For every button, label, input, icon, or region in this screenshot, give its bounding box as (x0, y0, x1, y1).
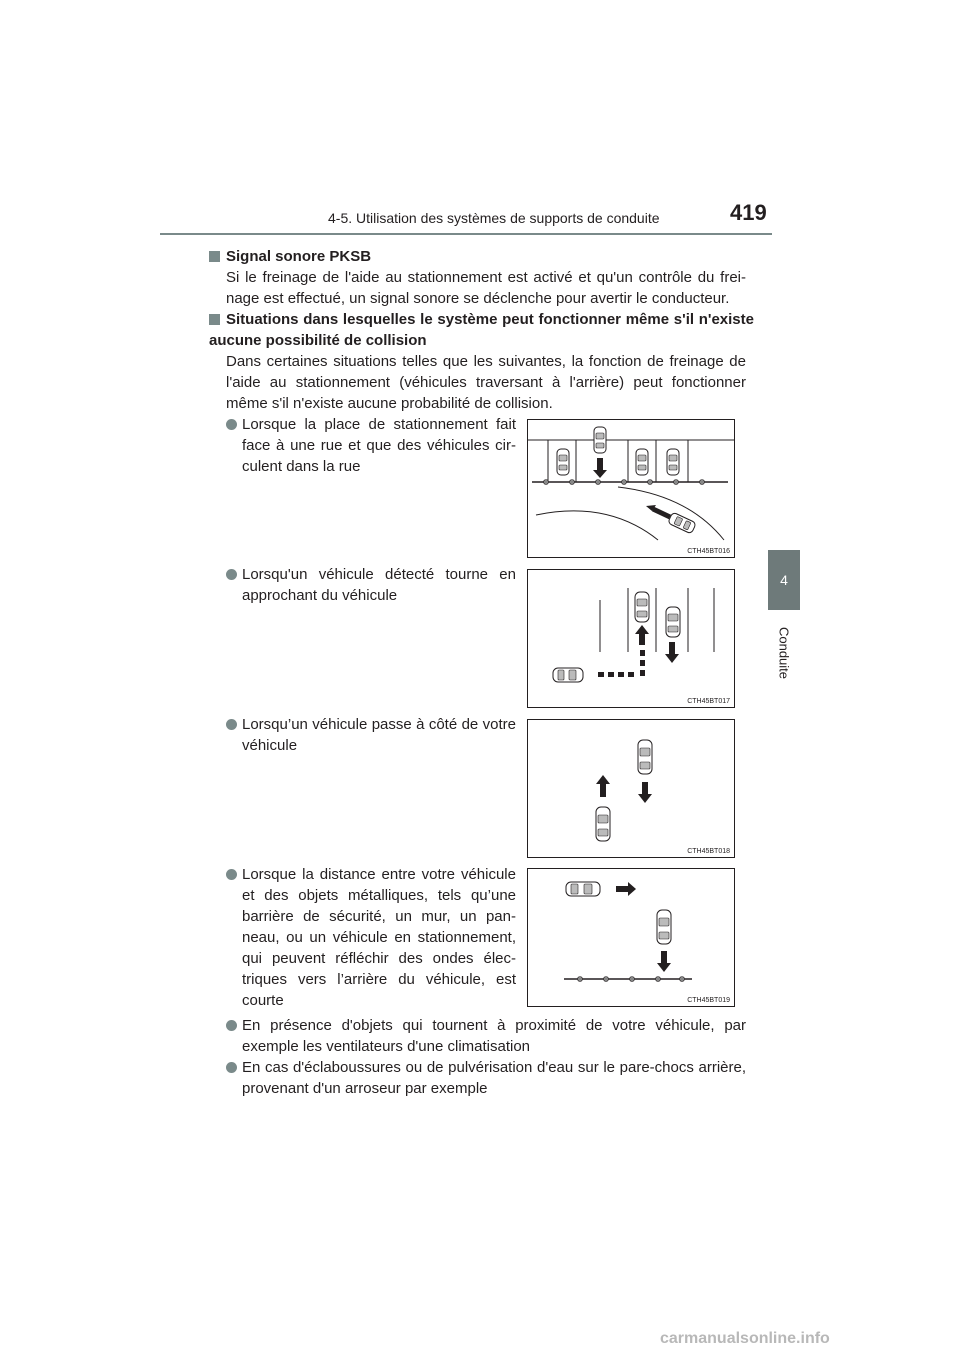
watermark: carmanualsonline.info (660, 1330, 830, 1347)
figure-code: CTH45BT017 (687, 698, 730, 705)
chapter-label (769, 618, 799, 688)
bullet-item (226, 1015, 746, 1057)
circle-bullet-icon (226, 719, 237, 730)
circle-bullet-icon (226, 1020, 237, 1031)
bullet-item (226, 564, 516, 606)
figure-code: CTH45BT018 (687, 848, 730, 855)
page-number: 419 (730, 200, 767, 225)
figure-code: CTH45BT016 (687, 548, 730, 555)
bullet-text: Lorsqu’un véhicule passe à côté de votre véhicule (242, 716, 516, 754)
bullet-item (226, 864, 516, 1011)
bullet-text: Lorsqu'un véhicule détecté tourne en approchant du véhicule (242, 566, 516, 604)
bullet-text: En cas d'éclaboussures ou de pulvérisation d'eau sur le pare-chocs arrière, provenant d'un arroseur par exemple (242, 1059, 746, 1097)
turning-vehicle-illustration (528, 570, 734, 707)
figure-turning-vehicle (527, 569, 735, 708)
section-heading-signal (209, 246, 754, 267)
figure-code: CTH45BT019 (687, 997, 730, 1004)
circle-bullet-icon (226, 1062, 237, 1073)
bullet-text: En présence d'objets qui tournent à proximité de votre véhicule, par exemple les ventilateurs d'une climatisation (242, 1017, 746, 1055)
circle-bullet-icon (226, 419, 237, 430)
chapter-label-text: Conduite (776, 626, 792, 680)
figure-parking-facing-street (527, 419, 735, 558)
figure-passing-vehicle (527, 719, 735, 858)
section-title: 4-5. Utilisation des systèmes de supports de conduite (328, 210, 660, 226)
heading-text: Signal sonore PKSB (226, 248, 372, 265)
section-heading-situations (209, 309, 754, 351)
bullet-text: Lorsque la place de stationnement fait face à une rue et que des véhicules cir-culent dans la rue (242, 416, 516, 475)
bullet-item (226, 714, 516, 756)
square-bullet-icon (209, 314, 220, 325)
header-rule (160, 233, 772, 235)
circle-bullet-icon (226, 569, 237, 580)
circle-bullet-icon (226, 869, 237, 880)
parking-street-illustration (528, 420, 734, 557)
heading-text: Situations dans lesquelles le système peut fonctionner même s'il n'existe aucune possibilité de collision (209, 311, 754, 349)
bullet-text: Lorsque la distance entre votre véhicule et des objets métalliques, tels qu’une barrière de sécurité, un mur, un pan-neau, ou un véhicule en stationnement, qui peuvent réfléchir des ondes élec-triques vers l’arrière du véhicule, est courte (242, 866, 516, 1009)
figure-metal-objects (527, 868, 735, 1007)
chapter-tab[interactable]: 4 (768, 550, 800, 610)
bullet-item (226, 414, 516, 477)
section-text-situations: Dans certaines situations telles que les suivantes, la fonction de freinage de l'aide au stationnement (véhicules traversant à l'arrière) peut fonctionner même s'il n'existe aucune probabilité de collision. (226, 353, 746, 412)
square-bullet-icon (209, 251, 220, 262)
page-header (160, 200, 772, 236)
section-text-signal: Si le freinage de l'aide au stationnement est activé et qu'un contrôle du frei-nage est effectué, un signal sonore se déclenche pour avertir le conducteur. (226, 269, 746, 307)
metal-objects-illustration (528, 869, 734, 1006)
bullet-item (226, 1057, 746, 1099)
passing-vehicle-illustration (528, 720, 734, 857)
